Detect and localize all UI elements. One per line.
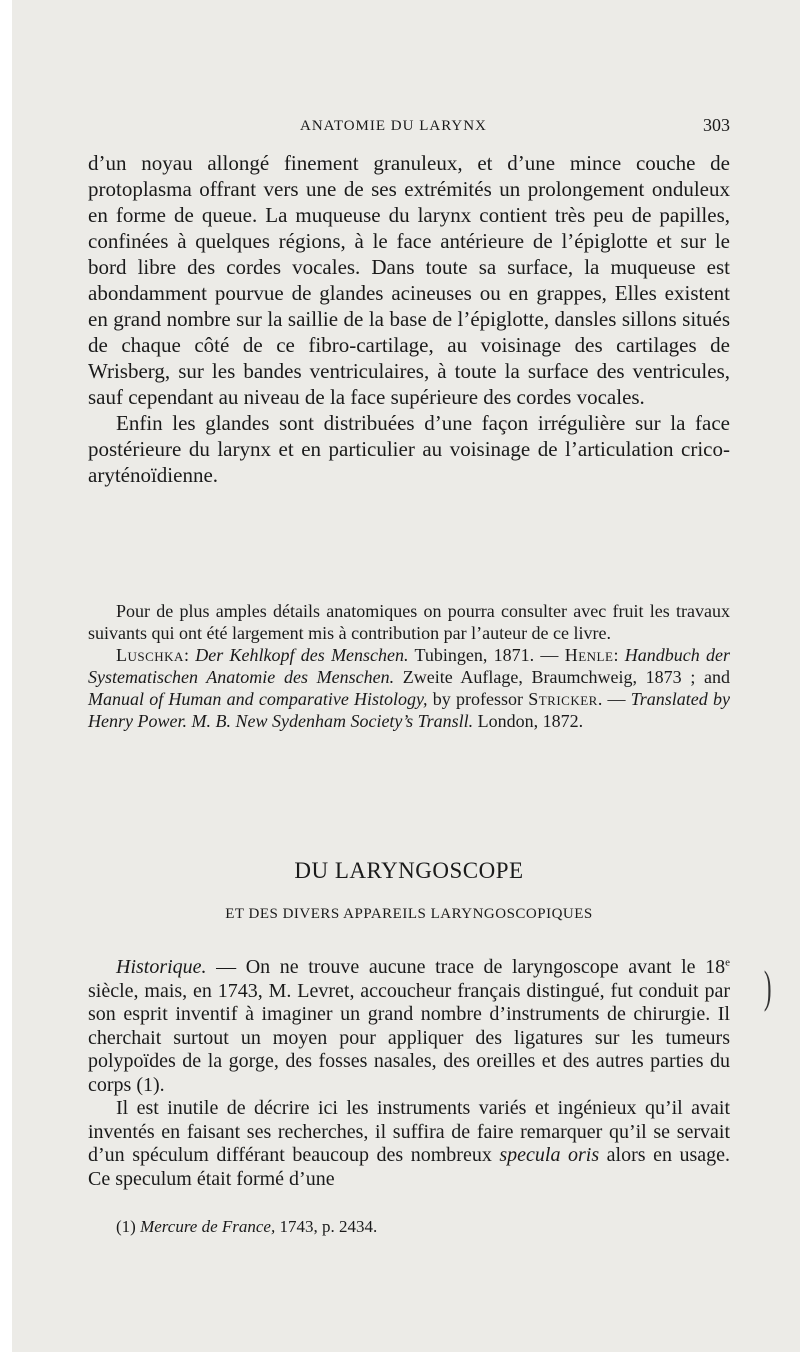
history-text-d: alors en usage. Ce speculum était formé d’une [88,1144,731,1190]
paragraph [88,1097,730,1191]
history-text-a: — On ne trouve aucune trace de laryngoscope avant le 18 [216,956,726,978]
page-number: 303 [703,115,730,135]
paragraph: Enfin les glandes sont distribuées d’une façon irrégulière sur la face postérieure du larynx et en particulier au voisinage de l’articulation crico-aryténoïdienne. [88,411,730,487]
ref-by: by professor [432,689,523,709]
ref-author: Luschka [116,645,184,665]
paragraph: d’un noyau allongé finement granuleux, et d’une mince couche de protoplasma offrant vers une de ses extrémités un prolongement onduleux en forme de queue. La muqueuse du larynx contient très peu de papilles, confinées à quelques régions, à le face antérieure de l’épiglotte et sur le bord libre des cordes vocales. Dans toute sa surface, la muqueuse est abondamment pourvue de glandes acineuses ou en grappes, Elles existent en grand nombre sur la saillie de la base de l’épiglotte, dansles sillons situés de chaque côté de ce fibro-cartilage, au voisinage des cartilages de Wrisberg, sur les bandes ventriculaires, à toute la surface des ventricules, sauf cependant au niveau de la face supérieure des cordes vocales. [88,151,730,409]
latin-term: specula oris [499,1144,600,1166]
section-title: DU LARYNGOSCOPE [294,858,524,883]
footnote [116,1217,730,1237]
bibliographic-note [88,600,730,732]
ref-place: Tubingen, 1871. — [414,645,559,665]
paragraph [88,956,730,1097]
note-references: Luschka: Der Kehlkopf des Menschen. Tubingen, 1871. — Henle: Handbuch der Systematischen Anatomie des Menschen. Zweite Auflage, Braumchweig, 1873 ; and Manual of Human and comparative Histology, by professor Stricker. — Translated by Henry Power. M. B. New Sydenham Society’s Transll. London, 1872. [88,645,731,731]
main-text [88,150,730,488]
ref-place: Zweite Auflage, Braumchweig, 1873 ; and [402,667,731,687]
history-text-b: siècle, mais, en 1743, M. Levret, accoucheur français distingué, fut conduit par son esprit inventif à imaginer un grand nombre d’instruments de chirurgie. Il cherchait surtout un moyen pour appliquer des ligatures sur les tumeurs polypoïdes de la gorge, des fosses nasales, des oreilles et des autres parties du corps (1). [88,979,730,1096]
section-subtitle: ET DES DIVERS APPAREILS LARYNGOSCOPIQUES [225,906,593,922]
ref-title: Der Kehlkopf des Menschen. [195,645,409,665]
superscript: e [725,956,731,969]
history-text-c: Il est inutile de décrire ici les instruments variés et ingénieux qu’il avait inventés en faisant ses recherches, il suffira de faire remarquer qu’il se servait d’un spéculum différant beaucoup des nombreux [88,1097,730,1166]
ref-author: Henle [564,645,614,665]
footnote-source: Mercure de France, [140,1217,276,1236]
history-label: Historique. [116,956,207,978]
ref-place: London, 1872. [477,711,584,731]
footnote-marker: (1) [116,1217,136,1236]
ref-title: Manual of Human and comparative Histology, [88,689,428,709]
footnote-details: 1743, p. 2434. [279,1217,378,1236]
ref-translation: Translated by Henry Power. M. B. New Sydenham Society’s Transll. [88,689,730,731]
margin-bracket-mark: ) [763,961,772,1012]
ref-dash: . — [597,689,626,709]
ref-title: Handbuch der Systematischen Anatomie des Menschen. [88,645,730,687]
history-text [88,956,730,1191]
ref-author: Stricker [528,689,598,709]
note-intro: Pour de plus amples détails anatomiques on pourra consulter avec fruit les travaux suivants qui ont été largement mis à contribution par l’auteur de ce livre. [88,601,730,643]
running-title: ANATOMIE DU LARYNX [300,118,487,134]
